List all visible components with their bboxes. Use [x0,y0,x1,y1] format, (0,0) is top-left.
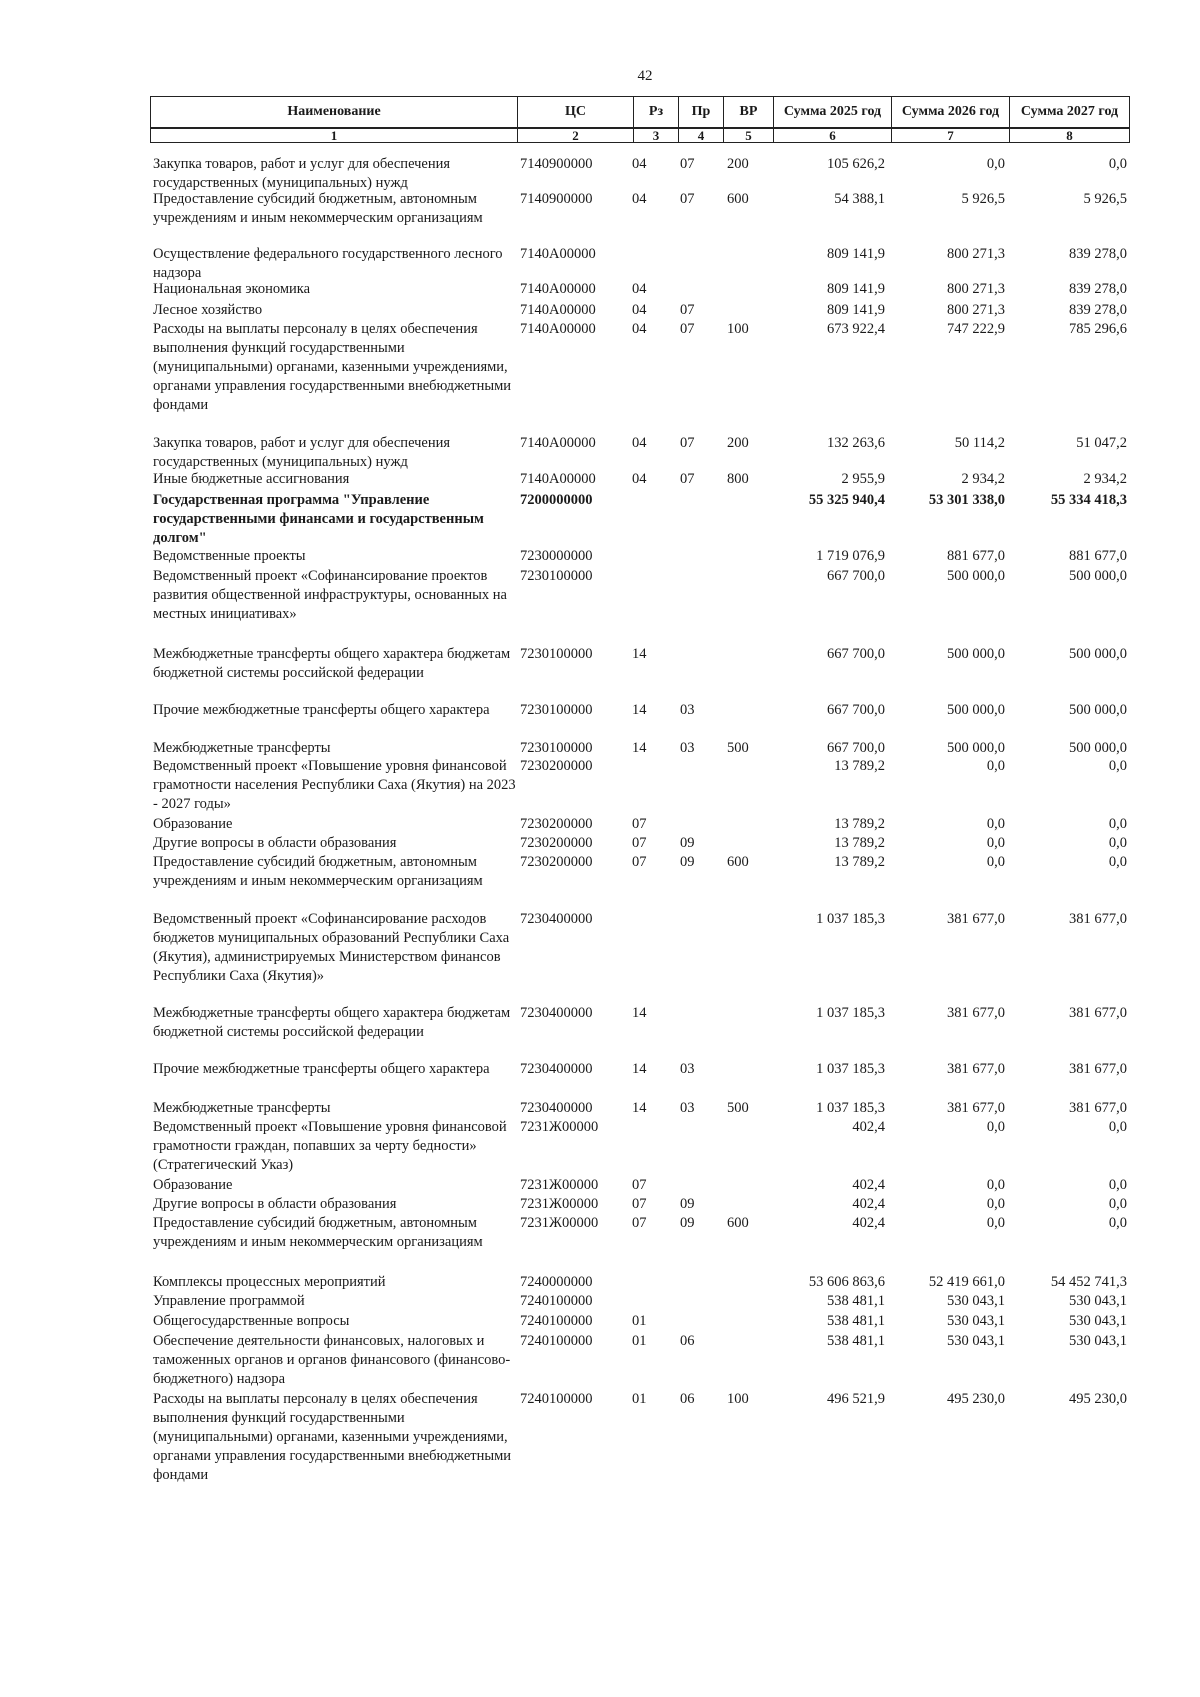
cell-sum-2025: 667 700,0 [827,702,885,718]
cell-sum-2026: 53 301 338,0 [928,492,1005,508]
cell-vr: 600 [727,854,749,870]
cell-cs: 7240100000 [520,1313,593,1329]
cell-rz: 04 [632,191,647,207]
cell-name: Межбюджетные трансферты [153,1100,331,1116]
cell-sum-2027: 5 926,5 [1083,191,1127,207]
cell-sum-2027: 0,0 [1108,1177,1127,1193]
cell-name: Прочие межбюджетные трансферты общего характера [153,702,490,718]
cell-pr: 09 [680,1215,695,1231]
cell-rz: 04 [632,156,647,172]
cell-sum-2027: 0,0 [1108,758,1127,774]
cell-name: Межбюджетные трансферты общего характера бюджетам бюджетной системы российской федерации [153,1005,511,1040]
cell-cs: 7230200000 [520,835,593,851]
cell-cs: 7230400000 [520,1005,593,1021]
cell-cs: 7140900000 [520,191,593,207]
cell-pr: 06 [680,1333,695,1349]
cell-sum-2026: 500 000,0 [947,740,1005,756]
cell-cs: 7230100000 [520,740,593,756]
cell-pr: 03 [680,1061,695,1077]
cell-sum-2025: 13 789,2 [834,758,885,774]
cell-name: Закупка товаров, работ и услуг для обеспечения государственных (муниципальных) нужд [153,156,451,191]
cell-sum-2027: 381 677,0 [1069,1061,1127,1077]
cell-name: Ведомственный проект «Повышение уровня финансовой грамотности населения Республики Саха (Якутия) на 2023 - 2027 годы» [153,758,516,812]
cell-name: Управление программой [153,1293,305,1309]
cell-rz: 07 [632,854,647,870]
cell-cs: 7240100000 [520,1333,593,1349]
cell-rz: 07 [632,1215,647,1231]
cell-sum-2027: 500 000,0 [1069,740,1127,756]
cell-sum-2026: 0,0 [986,1215,1005,1231]
cell-sum-2025: 402,4 [852,1119,885,1135]
cell-cs: 7140А00000 [520,246,596,262]
cell-sum-2026: 500 000,0 [947,568,1005,584]
cell-name: Национальная экономика [153,281,311,297]
header-name: Наименование [151,97,518,129]
cell-sum-2025: 667 700,0 [827,646,885,662]
cell-sum-2027: 55 334 418,3 [1050,492,1127,508]
cell-cs: 7230100000 [520,568,593,584]
cell-sum-2026: 530 043,1 [947,1333,1005,1349]
cell-name: Ведомственный проект «Софинансирование проектов развития общественной инфраструктуры, основанных на местных инициативах» [153,568,507,622]
cell-sum-2027: 495 230,0 [1069,1391,1127,1407]
cell-sum-2027: 530 043,1 [1069,1333,1127,1349]
cell-cs: 7231Ж00000 [520,1196,599,1212]
cell-sum-2025: 1 037 185,3 [816,1005,885,1021]
cell-cs: 7140А00000 [520,471,596,487]
cell-rz: 14 [632,1061,647,1077]
cell-sum-2026: 0,0 [986,835,1005,851]
cell-sum-2027: 51 047,2 [1076,435,1127,451]
cell-sum-2025: 1 719 076,9 [816,548,885,564]
cell-sum-2027: 381 677,0 [1069,1005,1127,1021]
cell-sum-2025: 402,4 [852,1196,885,1212]
header-rz: Рз [634,97,679,129]
cell-cs: 7231Ж00000 [520,1215,599,1231]
cell-pr: 03 [680,702,695,718]
cell-rz: 14 [632,1005,647,1021]
cell-name: Прочие межбюджетные трансферты общего характера [153,1061,490,1077]
cell-cs: 7230400000 [520,1061,593,1077]
column-number: 8 [1010,128,1130,143]
column-number: 7 [892,128,1010,143]
cell-sum-2025: 13 789,2 [834,854,885,870]
cell-sum-2026: 0,0 [986,816,1005,832]
cell-pr: 09 [680,1196,695,1212]
cell-sum-2026: 530 043,1 [947,1293,1005,1309]
cell-sum-2026: 0,0 [986,758,1005,774]
cell-cs: 7230100000 [520,646,593,662]
cell-pr: 06 [680,1391,695,1407]
cell-sum-2027: 0,0 [1108,854,1127,870]
cell-name: Общегосударственные вопросы [153,1313,350,1329]
cell-sum-2027: 839 278,0 [1069,246,1127,262]
cell-sum-2025: 667 700,0 [827,568,885,584]
cell-rz: 14 [632,740,647,756]
cell-sum-2025: 1 037 185,3 [816,1100,885,1116]
cell-vr: 200 [727,156,749,172]
cell-pr: 03 [680,1100,695,1116]
cell-sum-2026: 500 000,0 [947,702,1005,718]
cell-sum-2025: 1 037 185,3 [816,1061,885,1077]
cell-sum-2027: 2 934,2 [1083,471,1127,487]
cell-sum-2026: 881 677,0 [947,548,1005,564]
cell-sum-2026: 800 271,3 [947,246,1005,262]
header-sum-2026: Сумма 2026 год [892,97,1010,129]
cell-sum-2026: 50 114,2 [954,435,1005,451]
cell-sum-2027: 500 000,0 [1069,702,1127,718]
cell-rz: 04 [632,321,647,337]
cell-sum-2026: 800 271,3 [947,302,1005,318]
cell-cs: 7231Ж00000 [520,1119,599,1135]
cell-sum-2027: 500 000,0 [1069,646,1127,662]
cell-sum-2027: 839 278,0 [1069,302,1127,318]
cell-name: Межбюджетные трансферты [153,740,331,756]
cell-rz: 01 [632,1333,647,1349]
cell-name: Другие вопросы в области образования [153,835,397,851]
cell-sum-2025: 13 789,2 [834,816,885,832]
cell-sum-2027: 0,0 [1108,1215,1127,1231]
cell-rz: 01 [632,1313,647,1329]
cell-cs: 7230400000 [520,1100,593,1116]
cell-pr: 07 [680,191,695,207]
header-sum-2025: Сумма 2025 год [774,97,892,129]
column-number: 5 [724,128,774,143]
cell-name: Осуществление федерального государственного лесного надзора [153,246,503,281]
cell-sum-2025: 402,4 [852,1177,885,1193]
cell-sum-2027: 530 043,1 [1069,1313,1127,1329]
cell-sum-2025: 496 521,9 [827,1391,885,1407]
cell-pr: 03 [680,740,695,756]
column-number: 6 [774,128,892,143]
cell-cs: 7230100000 [520,702,593,718]
cell-sum-2026: 381 677,0 [947,1100,1005,1116]
cell-sum-2026: 0,0 [986,1196,1005,1212]
cell-sum-2025: 538 481,1 [827,1313,885,1329]
cell-name: Лесное хозяйство [153,302,263,318]
cell-sum-2025: 132 263,6 [827,435,885,451]
cell-sum-2027: 530 043,1 [1069,1293,1127,1309]
cell-sum-2026: 0,0 [986,1119,1005,1135]
cell-name: Предоставление субсидий бюджетным, автономным учреждениям и иным некоммерческим организациям [153,191,483,226]
cell-sum-2027: 381 677,0 [1069,911,1127,927]
cell-sum-2026: 747 222,9 [947,321,1005,337]
cell-rz: 07 [632,835,647,851]
cell-cs: 7231Ж00000 [520,1177,599,1193]
cell-name: Расходы на выплаты персоналу в целях обеспечения выполнения функций государственными (муниципальными) органами, казенными учреждениями, органами управления государственными внебюджетными фондами [153,1391,512,1483]
cell-name: Предоставление субсидий бюджетным, автономным учреждениям и иным некоммерческим организациям [153,854,483,889]
cell-sum-2026: 0,0 [986,1177,1005,1193]
cell-name: Ведомственные проекты [153,548,306,564]
cell-sum-2026: 2 934,2 [961,471,1005,487]
cell-rz: 07 [632,1177,647,1193]
cell-pr: 07 [680,435,695,451]
cell-sum-2025: 538 481,1 [827,1333,885,1349]
cell-name: Комплексы процессных мероприятий [153,1274,386,1290]
cell-rz: 04 [632,281,647,297]
cell-vr: 500 [727,740,749,756]
cell-sum-2025: 809 141,9 [827,246,885,262]
cell-pr: 09 [680,854,695,870]
cell-name: Иные бюджетные ассигнования [153,471,350,487]
cell-cs: 7140А00000 [520,321,596,337]
cell-cs: 7140900000 [520,156,593,172]
cell-rz: 04 [632,435,647,451]
cell-sum-2027: 500 000,0 [1069,568,1127,584]
cell-pr: 07 [680,321,695,337]
cell-sum-2025: 53 606 863,6 [808,1274,885,1290]
cell-name: Предоставление субсидий бюджетным, автономным учреждениям и иным некоммерческим организациям [153,1215,483,1250]
cell-sum-2026: 500 000,0 [947,646,1005,662]
cell-sum-2025: 55 325 940,4 [808,492,885,508]
column-number: 2 [518,128,634,143]
cell-sum-2027: 54 452 741,3 [1050,1274,1127,1290]
cell-cs: 7140А00000 [520,302,596,318]
cell-sum-2026: 52 419 661,0 [928,1274,1005,1290]
cell-rz: 07 [632,816,647,832]
cell-vr: 600 [727,191,749,207]
cell-name: Образование [153,1177,233,1193]
cell-sum-2027: 785 296,6 [1069,321,1127,337]
cell-sum-2026: 530 043,1 [947,1313,1005,1329]
cell-sum-2027: 0,0 [1108,835,1127,851]
header-sum-2027: Сумма 2027 год [1010,97,1130,129]
cell-rz: 01 [632,1391,647,1407]
cell-sum-2025: 538 481,1 [827,1293,885,1309]
cell-name: Другие вопросы в области образования [153,1196,397,1212]
cell-name: Ведомственный проект «Софинансирование расходов бюджетов муниципальных образований Республики Саха (Якутия), администрируемых Министерством финансов Республики Саха (Якутия)» [153,911,510,984]
cell-name: Межбюджетные трансферты общего характера бюджетам бюджетной системы российской федерации [153,646,511,681]
cell-pr: 07 [680,302,695,318]
page-number: 42 [637,68,653,84]
cell-cs: 7230000000 [520,548,593,564]
header-vr: ВР [724,97,774,129]
column-number: 4 [679,128,724,143]
cell-sum-2027: 0,0 [1108,1119,1127,1135]
cell-sum-2025: 13 789,2 [834,835,885,851]
cell-sum-2027: 0,0 [1108,816,1127,832]
cell-sum-2025: 2 955,9 [841,471,885,487]
cell-rz: 07 [632,1196,647,1212]
cell-rz: 14 [632,702,647,718]
cell-pr: 07 [680,156,695,172]
cell-sum-2027: 381 677,0 [1069,1100,1127,1116]
cell-cs: 7240100000 [520,1391,593,1407]
cell-sum-2026: 381 677,0 [947,1005,1005,1021]
cell-cs: 7230200000 [520,854,593,870]
cell-name: Образование [153,816,233,832]
cell-vr: 800 [727,471,749,487]
header-pr: Пр [679,97,724,129]
cell-name: Расходы на выплаты персоналу в целях обеспечения выполнения функций государственными (муниципальными) органами, казенными учреждениями, органами управления государственными внебюджетными фондами [153,321,512,413]
cell-pr: 09 [680,835,695,851]
cell-pr: 07 [680,471,695,487]
cell-name: Ведомственный проект «Повышение уровня финансовой грамотности граждан, попавших за черту бедности» (Стратегический Указ) [153,1119,507,1173]
cell-name: Закупка товаров, работ и услуг для обеспечения государственных (муниципальных) нужд [153,435,451,470]
cell-sum-2025: 1 037 185,3 [816,911,885,927]
header-cs: ЦС [518,97,634,129]
cell-sum-2025: 105 626,2 [827,156,885,172]
cell-vr: 200 [727,435,749,451]
cell-vr: 100 [727,321,749,337]
cell-cs: 7140А00000 [520,435,596,451]
cell-sum-2026: 5 926,5 [961,191,1005,207]
table-header [150,96,1130,143]
cell-rz: 04 [632,471,647,487]
column-number: 1 [151,128,518,143]
cell-rz: 04 [632,302,647,318]
cell-rz: 14 [632,646,647,662]
column-number: 3 [634,128,679,143]
cell-sum-2026: 495 230,0 [947,1391,1005,1407]
cell-name: Государственная программа "Управление государственными финансами и государственным долгом" [153,492,484,546]
cell-sum-2025: 809 141,9 [827,281,885,297]
cell-sum-2025: 809 141,9 [827,302,885,318]
cell-sum-2027: 881 677,0 [1069,548,1127,564]
cell-sum-2025: 667 700,0 [827,740,885,756]
cell-cs: 7230200000 [520,758,593,774]
cell-sum-2025: 402,4 [852,1215,885,1231]
cell-cs: 7200000000 [520,492,593,508]
cell-sum-2027: 839 278,0 [1069,281,1127,297]
cell-sum-2026: 0,0 [986,156,1005,172]
cell-vr: 100 [727,1391,749,1407]
cell-cs: 7230200000 [520,816,593,832]
cell-sum-2026: 381 677,0 [947,911,1005,927]
cell-sum-2026: 800 271,3 [947,281,1005,297]
cell-cs: 7230400000 [520,911,593,927]
cell-cs: 7240100000 [520,1293,593,1309]
cell-sum-2027: 0,0 [1108,1196,1127,1212]
cell-vr: 500 [727,1100,749,1116]
cell-cs: 7140А00000 [520,281,596,297]
cell-sum-2027: 0,0 [1108,156,1127,172]
cell-rz: 14 [632,1100,647,1116]
cell-vr: 600 [727,1215,749,1231]
cell-name: Обеспечение деятельности финансовых, налоговых и таможенных органов и органов финансового (финансово-бюджетного) надзора [153,1333,511,1387]
cell-cs: 7240000000 [520,1274,593,1290]
cell-sum-2025: 673 922,4 [827,321,885,337]
cell-sum-2026: 0,0 [986,854,1005,870]
cell-sum-2025: 54 388,1 [834,191,885,207]
cell-sum-2026: 381 677,0 [947,1061,1005,1077]
